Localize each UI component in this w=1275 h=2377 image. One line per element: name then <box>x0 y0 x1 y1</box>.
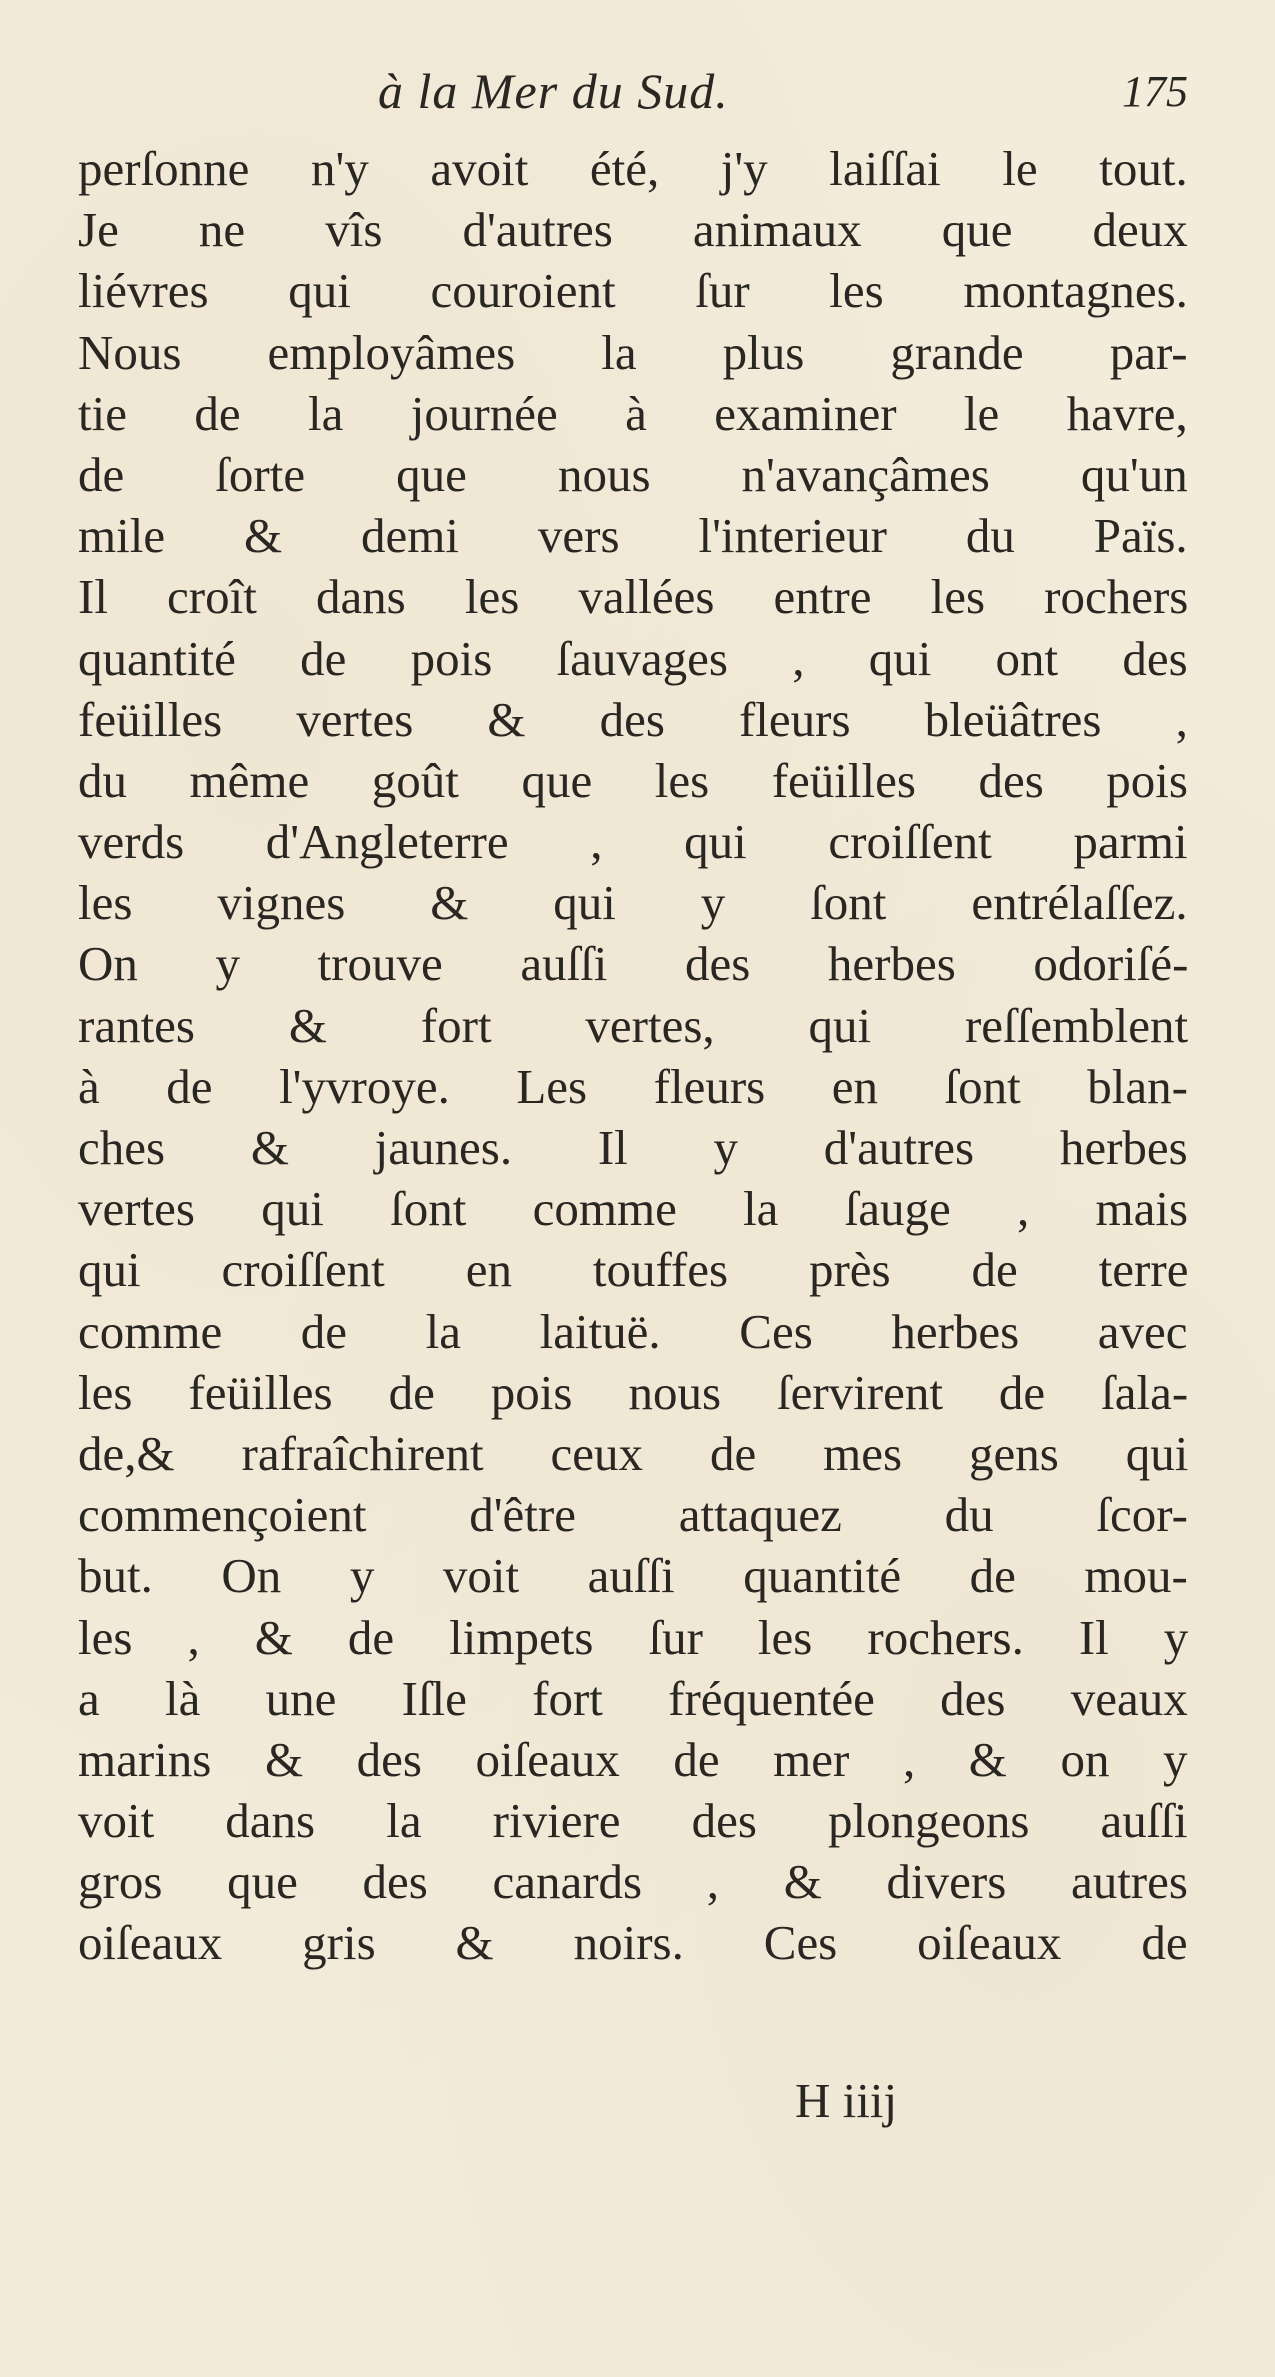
text-line: ches & jaunes. Il y d'autres herbes <box>78 1120 1188 1175</box>
text-line: de ſorte que nous n'avançâmes qu'un <box>78 446 1188 502</box>
text-line: perſonne n'y avoit été, j'y laiſſai le tout. <box>78 141 1188 196</box>
text-line: les vignes & qui y ſont entrélaſſez. <box>78 875 1188 931</box>
text-line: à de l'yvroye. Les fleurs en ſont blan- <box>78 1058 1188 1114</box>
text-line: voit dans la riviere des plongeons auſſi <box>78 1793 1188 1849</box>
text-line: Il croît dans les vallées entre les rochers <box>78 569 1189 625</box>
text-line: gros que des canards , & divers autres <box>78 1854 1188 1910</box>
text-line: marins & des oiſeaux de mer , & on y <box>78 1731 1188 1787</box>
text-line: oiſeaux gris & noirs. Ces oiſeaux de <box>78 1915 1188 1971</box>
text-line: Nous employâmes la plus grande par- <box>78 324 1188 380</box>
text-line: les feüilles de pois nous ſervirent de ſala- <box>78 1364 1189 1420</box>
text-line: de,& rafraîchirent ceux de mes gens qui <box>78 1425 1189 1481</box>
body-text <box>78 138 1188 1974</box>
text-line: rantes & fort vertes, qui reſſemblent <box>78 997 1189 1053</box>
running-head: à la Mer du Sud. <box>378 63 729 119</box>
text-line: comme de la laituë. Ces herbes avec <box>78 1303 1188 1359</box>
text-line: vertes qui ſont comme la ſauge , mais <box>78 1181 1189 1237</box>
text-line: qui croiſſent en touffes près de terre <box>78 1242 1189 1298</box>
text-line: liévres qui couroient ſur les montagnes. <box>78 263 1188 319</box>
page-number: 175 <box>1122 67 1188 116</box>
text-line: Je ne vîs d'autres animaux que deux <box>78 202 1188 258</box>
text-line: a là une Iſle fort fréquentée des veaux <box>78 1670 1188 1726</box>
text-line: quantité de pois ſauvages , qui ont des <box>78 630 1188 686</box>
signature-mark: H iiij <box>795 2073 898 2128</box>
text-line: but. On y voit auſſi quantité de mou- <box>78 1548 1188 1604</box>
text-line: les , & de limpets ſur les rochers. Il y <box>78 1609 1189 1665</box>
text-line: On y trouve auſſi des herbes odoriſé- <box>78 936 1189 992</box>
text-line: du même goût que les feüilles des pois <box>78 752 1188 808</box>
text-line: tie de la journée à examiner le havre, <box>78 385 1188 441</box>
text-line: mile & demi vers l'interieur du Païs. <box>78 508 1188 564</box>
text-line: commençoient d'être attaquez du ſcor- <box>78 1487 1188 1543</box>
page-header <box>78 62 1188 142</box>
text-line: feüilles vertes & des fleurs bleüâtres , <box>78 691 1188 747</box>
text-line: verds d'Angleterre , qui croiſſent parmi <box>78 814 1188 870</box>
